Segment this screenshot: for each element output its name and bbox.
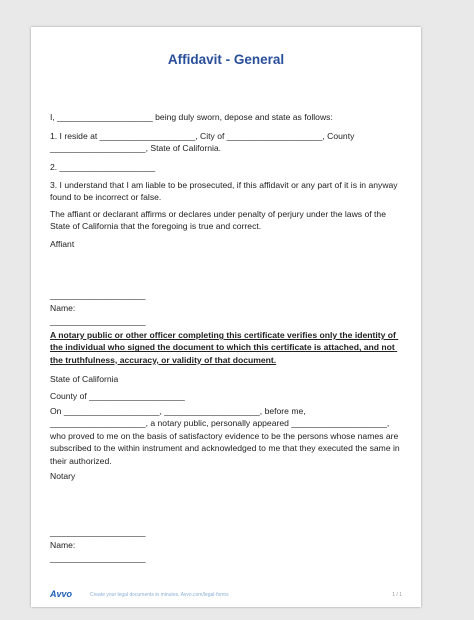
page-footer <box>50 590 402 602</box>
residence-clause: 1. I reside at ____________________, City of ____________________, County ____________________, State of California. <box>50 131 357 154</box>
page-number: 1 / 1 <box>392 592 402 598</box>
notary-signature-line: ____________________ <box>50 527 146 537</box>
notary-label: Notary <box>50 471 76 481</box>
avvo-logo: Avvo <box>50 589 73 599</box>
affiant-name-line: ____________________ <box>50 316 146 326</box>
perjury-declaration: The affiant or declarant affirms or declares under penalty of perjury under the laws of the State of California that the foregoing is true and correct. <box>50 209 389 232</box>
acknowledgment-paragraph: On ____________________, ____________________, before me, ____________________, a notary public, personally appeared ____________________, who proved to me on the basis of satisfactory evidence to be the persons whose names are subscribed to the within instrument and acknowledged to me that they executed the same in their authorized. <box>50 406 403 466</box>
document-page <box>31 27 421 607</box>
notary-notice: A notary public or other officer completing this certificate verifies only the identity of the individual who signed the document to which this certificate is attached, and not the truthfulness, accuracy, or validity of that document. <box>50 330 399 365</box>
footer-tagline: Create your legal documents in minutes. Avvo.com/legal-forms <box>90 592 229 598</box>
affiant-label: Affiant <box>50 239 75 249</box>
notary-name-line: ____________________ <box>50 553 146 563</box>
notary-name-label: Name: <box>50 540 76 550</box>
opening-statement: I, ____________________ being duly sworn, depose and state as follows: <box>50 112 333 122</box>
affiant-name-label: Name: <box>50 303 76 313</box>
affiant-signature-line: ____________________ <box>50 290 146 300</box>
clause-two: 2. ____________________ <box>50 162 156 172</box>
document-title: Affidavit - General <box>167 52 285 67</box>
state-label: State of California <box>50 374 119 384</box>
county-line: County of ____________________ <box>50 391 185 401</box>
clause-three: 3. I understand that I am liable to be prosecuted, if this affidavit or any part of it is in anyway found to be incorrect or false. <box>50 180 400 203</box>
